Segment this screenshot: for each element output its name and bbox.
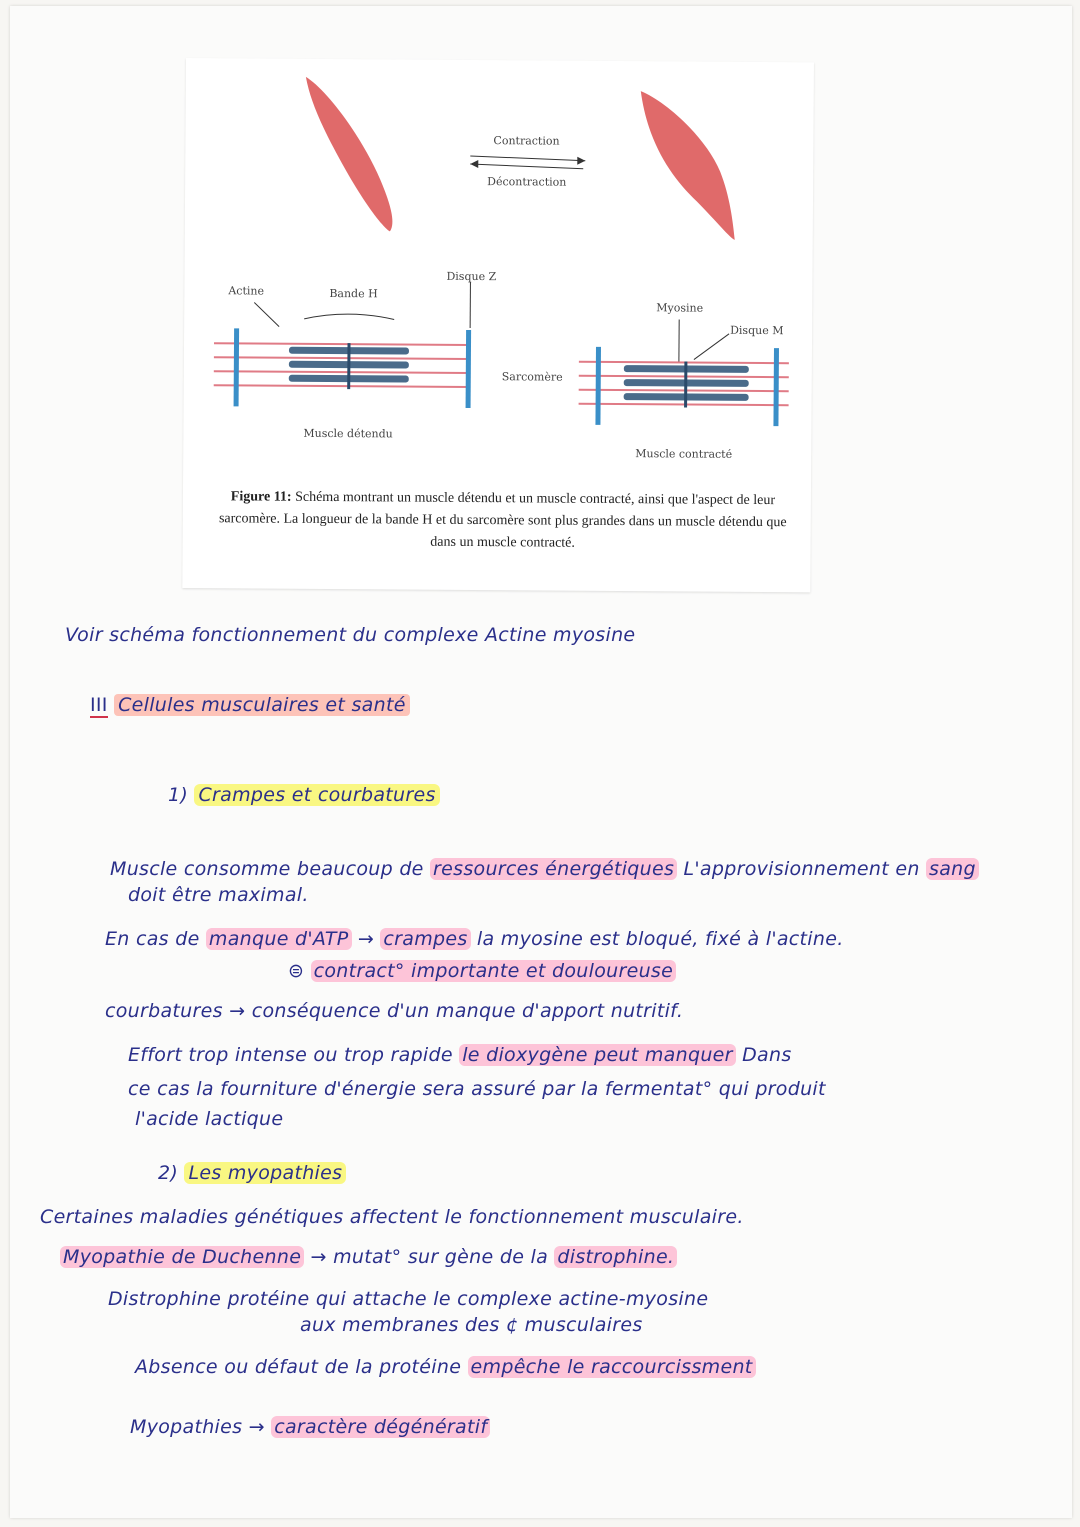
para-6-line-2: aux membranes des ¢ musculaires [300, 1314, 643, 1336]
p3-text: Effort trop intense ou trop rapide [128, 1044, 460, 1066]
p3-highlight: le dioxygène peut manquer [459, 1044, 736, 1066]
relaxed-muscle-shape [305, 77, 394, 232]
label-disque-z: Disque Z [446, 269, 497, 284]
para-2-line-1 [105, 928, 844, 950]
p8-text: Myopathies → [130, 1416, 272, 1438]
p2-arrow: → [351, 928, 381, 950]
figure-caption [213, 486, 793, 556]
label-sarcomere: Sarcomère [501, 370, 563, 384]
subsection-2-number: 2) [158, 1162, 179, 1184]
para-4: Certaines maladies génétiques affectent le fonctionnement musculaire. [40, 1206, 744, 1228]
decontraction-arrow [470, 164, 583, 169]
p2-rest: la myosine est bloqué, fixé à l'actine. [470, 928, 844, 950]
label-contraction: Contraction [493, 134, 560, 148]
subsection-2-heading [158, 1162, 346, 1184]
para-1-line-1 [110, 858, 979, 880]
para-3-line-4: l'acide lactique [135, 1108, 284, 1130]
contraction-arrow [470, 156, 585, 161]
label-decontraction: Décontraction [487, 175, 567, 189]
para-3-line-3: ce cas la fourniture d'énergie sera assuré par la fermentat° qui produit [128, 1078, 826, 1100]
label-disque-m: Disque M [730, 323, 784, 338]
caption-text: Schéma montrant un muscle détendu et un muscle contracté, ainsi que l'aspect de leur sarcomère. La longueur de la bande H et du sarcomère sont plus grandes dans un muscle détendu que dans un muscle contracté. [218, 489, 787, 551]
p1-text: Muscle consomme beaucoup de [110, 858, 431, 880]
label-actine: Actine [228, 284, 265, 298]
para-8 [130, 1416, 490, 1438]
p5-highlight: Myopathie de Duchenne [60, 1246, 304, 1268]
p2-highlight: manque d'ATP [206, 928, 352, 950]
p2-symbol: ⊜ [288, 960, 305, 982]
para-5 [60, 1246, 677, 1268]
p7-highlight: empêche le raccourcissment [468, 1356, 756, 1378]
contracted-muscle-shape [640, 91, 736, 240]
section-3-heading [90, 694, 410, 716]
sarcomere-diagram [183, 58, 814, 492]
para-3-line-1: courbatures → conséquence d'un manque d'apport nutritif. [105, 1000, 684, 1022]
subsection-1-heading [168, 784, 440, 806]
subsection-1-number: 1) [168, 784, 189, 806]
note-voir: Voir schéma fonctionnement du complexe Actine myosine [65, 624, 636, 646]
label-muscle-detendu: Muscle détendu [303, 426, 393, 441]
para-2-line-2 [288, 960, 676, 982]
p1-sang: sang [926, 858, 979, 880]
para-3-line-2 [128, 1044, 792, 1066]
p5-highlight-2: distrophine. [554, 1246, 677, 1268]
p2-text: En cas de [105, 928, 206, 950]
label-myosine: Myosine [656, 301, 704, 315]
label-bande-h: Bande H [329, 287, 378, 301]
para-1-line-2: doit être maximal. [128, 884, 309, 906]
label-muscle-contracte: Muscle contracté [635, 447, 733, 461]
notebook-page [10, 6, 1072, 1518]
para-6-line-1: Distrophine protéine qui attache le complexe actine-myosine [108, 1288, 709, 1310]
subsection-1-title: Crampes et courbatures [194, 784, 439, 806]
p1-rest: L'approvisionnement en [677, 858, 927, 880]
printed-figure [182, 58, 814, 592]
p7-text: Absence ou défaut de la protéine [135, 1356, 468, 1378]
p8-highlight: caractère dégénératif [271, 1416, 490, 1438]
section-3-title: Cellules musculaires et santé [114, 694, 410, 716]
section-3-number: III [90, 694, 108, 716]
caption-bold: Figure 11: [230, 489, 292, 505]
p1-highlight: ressources énergétiques [430, 858, 677, 880]
subsection-2-title: Les myopathies [184, 1162, 346, 1184]
para-7 [135, 1356, 756, 1378]
p5-rest: → mutat° sur gène de la [304, 1246, 555, 1268]
p3-rest: Dans [735, 1044, 792, 1066]
p2-line2-highlight: contract° importante et douloureuse [311, 960, 677, 982]
p2-highlight-2: crampes [380, 928, 470, 950]
